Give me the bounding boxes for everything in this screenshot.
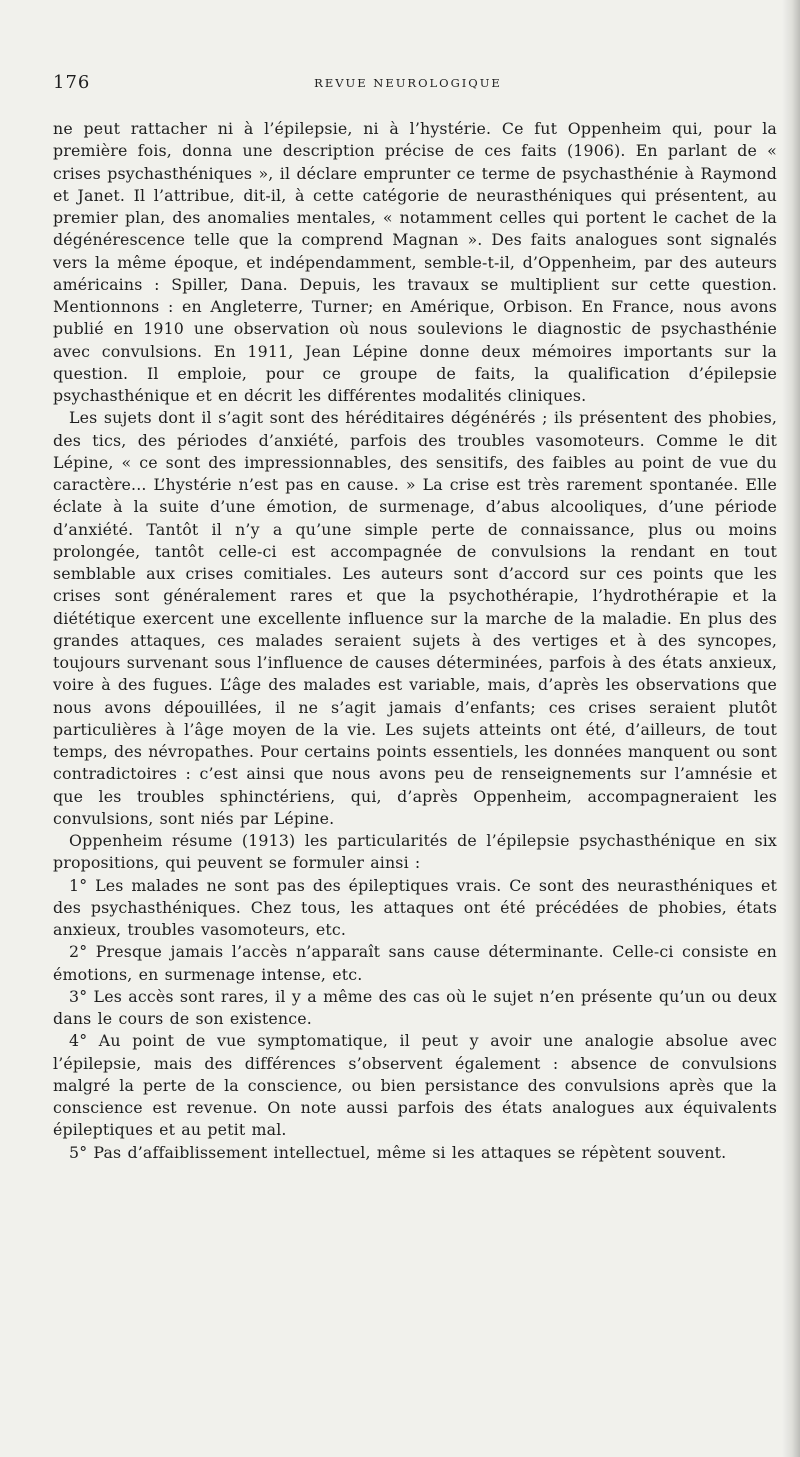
running-title: REVUE NEUROLOGIQUE	[314, 76, 502, 90]
proposition-4: 4° Au point de vue symptomatique, il peut y avoir une analogie absolue avec l’épilepsie, mais des différences s’observent également : absence de convulsions malgré la perte de la conscience, ou bien persistance des convulsions après que la conscience est revenue. On note aussi parfois des états analogues aux équivalents épileptiques et au petit mal.	[53, 1031, 777, 1140]
proposition-3: 3° Les accès sont rares, il y a même des cas où le sujet n’en présente qu’un ou deux dans le cours de son existence.	[53, 986, 777, 1028]
proposition-1: 1° Les malades ne sont pas des épileptiques vrais. Ce sont des neurasthéniques et des psychasthéniques. Chez tous, les attaques ont été précédées de phobies, états anxieux, troubles vasomoteurs, etc.	[53, 875, 777, 939]
proposition-5: 5° Pas d’affaiblissement intellectuel, même si les attaques se répètent souvent.	[69, 1142, 727, 1162]
page-header	[53, 72, 763, 96]
paragraph-oppenheim-history: ne peut rattacher ni à l’épilepsie, ni à l’hystérie. Ce fut Oppenheim qui, pour la première fois, donna une description précise de ces faits (1906). En parlant de « crises psychasthéniques », il déclare emprunter ce terme de psychasthénie à Raymond et Janet. Il l’attribue, dit-il, à cette catégorie de neurasthéniques qui présentent, au premier plan, des anomalies mentales, « notamment celles qui portent le cachet de la dégénérescence telle que la comprend Magnan ». Des faits analogues sont signalés vers la même époque, et indépendamment, semble-t-il, d’Oppenheim, par des auteurs américains : Spiller, Dana. Depuis, les travaux se multiplient sur cette question. Mentionnons : en Angleterre, Turner; en Amérique, Orbison. En France, nous avons publié en 1910 une observation où nous soulevions le diagnostic de psychasthénie avec convulsions. En 1911, Jean Lépine donne deux mémoires importants sur la question. Il emploie, pour ce groupe de faits, la qualification d’épilepsie psychasthénique et en décrit les différentes modalités cliniques.	[53, 119, 777, 405]
page-edge-shadow	[782, 0, 800, 1457]
paragraph-clinical-description: Les sujets dont il s’agit sont des héréditaires dégénérés ; ils présentent des phobies, des tics, des périodes d’anxiété, parfois des troubles vasomoteurs. Comme le dit Lépine, « ce sont des impressionnables, des sensitifs, des faibles au point de vue du caractère... L’hystérie n’est pas en cause. » La crise est très rarement spontanée. Elle éclate à la suite d’une émotion, de surmenage, d’abus alcooliques, d’une période d’anxiété. Tantôt il n’y a qu’une simple perte de connaissance, plus ou moins prolongée, tantôt celle-ci est accompagnée de convulsions la rendant en tout semblable aux crises comitiales. Les auteurs sont d’accord sur ces points que les crises sont généralement rares et que la psychothérapie, l’hydrothérapie et la diététique exercent une excellente influence sur la marche de la maladie. En plus des grandes attaques, ces malades seraient sujets à des vertiges et à des syncopes, toujours survenant sous l’influence de causes déterminées, parfois à des états anxieux, voire à des fugues. L’âge des malades est variable, mais, d’après les observations que nous avons dépouillées, il ne s’agit jamais d’enfants; ces crises seraient plutôt particulières à l’âge moyen de la vie. Les sujets atteints ont été, d’ailleurs, de tout temps, des névropathes. Pour certains points essentiels, les données manquent ou sont contradictoires : c’est ainsi que nous avons peu de renseignements sur l’amnésie et que les troubles sphinctériens, qui, d’après Oppenheim, accompagneraient les convulsions, sont niés par Lépine.	[53, 408, 777, 828]
page-number: 176	[53, 72, 91, 93]
paragraph-six-propositions-intro: Oppenheim résume (1913) les particularités de l’épilepsie psychasthénique en six propositions, qui peuvent se formuler ainsi :	[53, 831, 777, 873]
body-text	[53, 118, 777, 1164]
proposition-2: 2° Presque jamais l’accès n’apparaît sans cause déterminante. Celle-ci consiste en émotions, en surmenage intense, etc.	[53, 942, 777, 984]
